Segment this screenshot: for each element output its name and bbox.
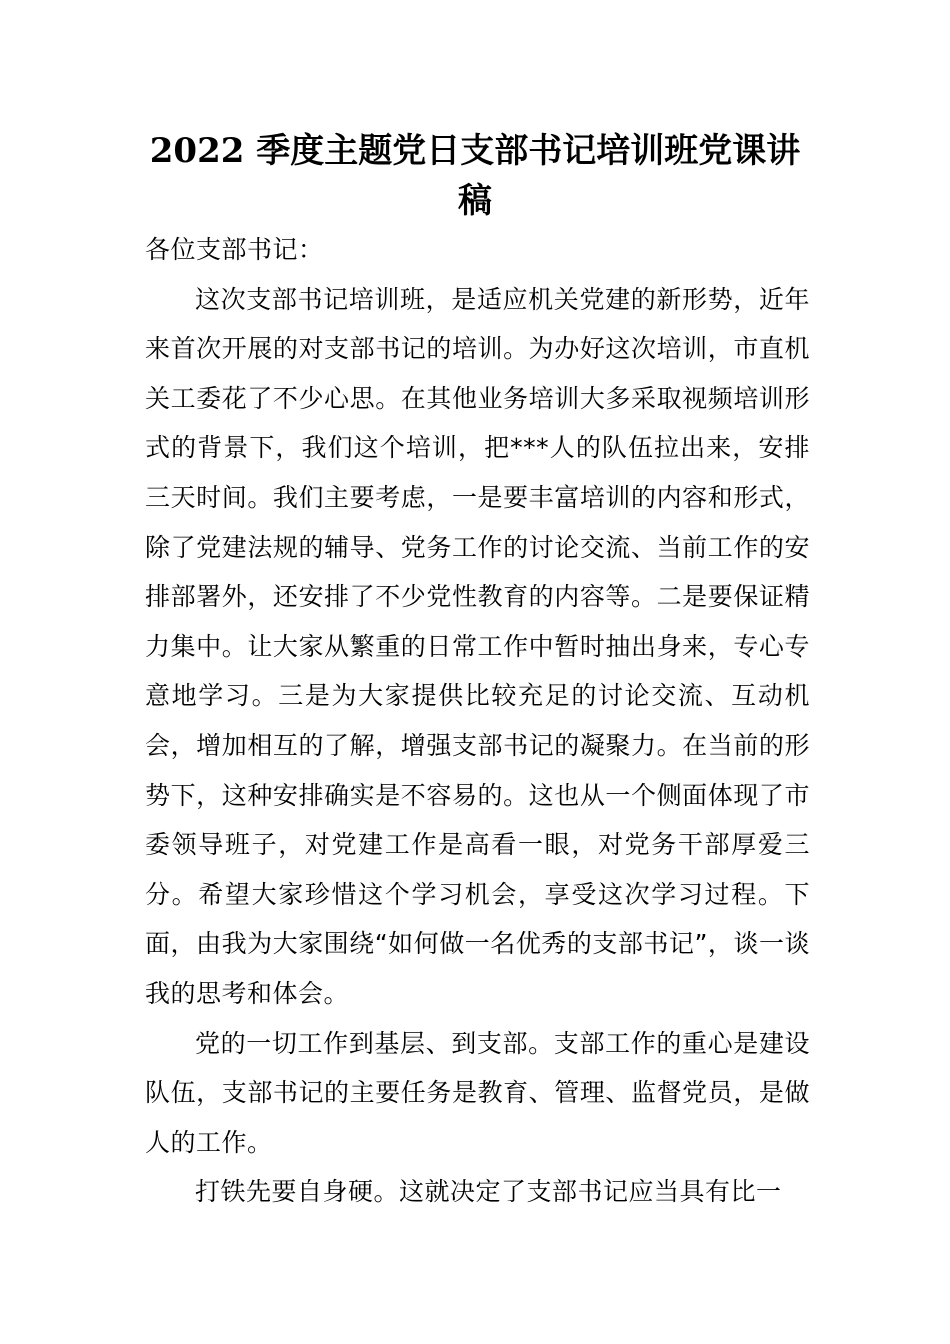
- paragraph-line: 这次支部书记培训班，是适应机关党建的新形势，近: [195, 284, 785, 314]
- paragraph-line: 这次学习过程。下面，由我为大家围绕“如何做一名优秀的: [145, 879, 810, 959]
- paragraph-line: 是要保证精力集中。让大家从繁重的日常工作中暂时抽出: [145, 582, 810, 661]
- paragraph-line: 一个侧面体现了市委领导班子，对党建工作是高看一眼，: [145, 780, 810, 860]
- document-body: [145, 225, 810, 1217]
- document-title: [145, 126, 805, 226]
- paragraph-line: 工作的安排部署外，还安排了不少党性教育的内容等。二: [145, 532, 810, 612]
- title-line: 2022 季度主题党日支部书记培训班党课讲: [149, 131, 801, 171]
- paragraph-self-discipline: [145, 1167, 810, 1217]
- paragraph-line: 培训形式的背景下，我们这个培训，把***人的队伍拉出来，: [145, 383, 810, 463]
- paragraph-line: 形式，除了党建法规的辅导、党务工作的讨论交流、当前: [145, 482, 810, 562]
- paragraph-line: 力。在当前的形势下，这种安排确实是不容易的。这也从: [145, 730, 810, 810]
- salutation: 各位支部书记：: [145, 235, 324, 264]
- paragraph-line: 直机关工委花了不少心思。在其他业务培训大多采取视频: [145, 334, 810, 413]
- paragraph-intro: [145, 275, 810, 1019]
- paragraph-line: 党的一切工作到基层、到支部。支部工作的重心是建: [195, 1028, 785, 1058]
- paragraph-line: 支部书记”，谈一谈我的思考和体会。: [145, 929, 810, 1008]
- paragraph-line: 设队伍，支部书记的主要任务是教育、管理、监督党员，: [145, 1028, 810, 1108]
- title-line: 稿: [458, 181, 492, 221]
- paragraph-grassroots: [145, 1019, 810, 1168]
- paragraph-line: 身来，专心专意地学习。三是为大家提供比较充足的讨论: [145, 631, 810, 711]
- paragraph-line: 安排三天时间。我们主要考虑，一是要丰富培训的内容和: [145, 433, 810, 512]
- paragraph-line: 交流、互动机会，增加相互的了解，增强支部书记的凝聚: [145, 681, 810, 760]
- paragraph-line: 对党务干部厚爱三分。希望大家珍惜这个学习机会，享受: [145, 830, 810, 909]
- paragraph-line: 是做人的工作。: [145, 1078, 810, 1157]
- paragraph-line: 年来首次开展的对支部书记的培训。为办好这次培训，市: [145, 284, 810, 364]
- paragraph-line: 打铁先要自身硬。这就决定了支部书记应当具有比一: [195, 1177, 782, 1207]
